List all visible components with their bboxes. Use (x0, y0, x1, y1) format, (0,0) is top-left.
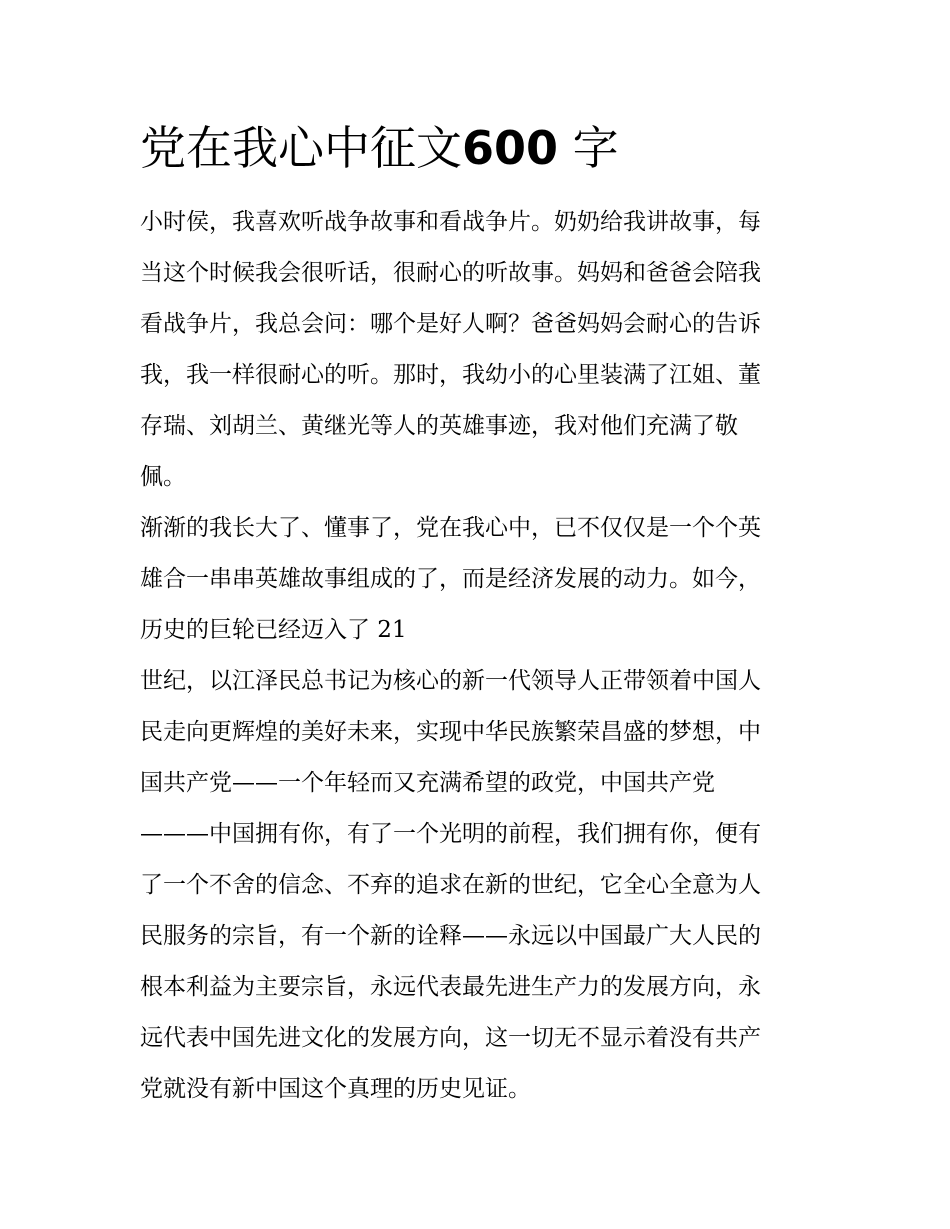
text-line: 看战争片，我总会问：哪个是好人啊？爸爸妈妈会耐心的告诉 (140, 311, 761, 337)
text-line: 远代表中国先进文化的发展方向，这一切无不显示着没有共产 (140, 1025, 761, 1051)
text-line: 渐渐的我长大了、懂事了，党在我心中，已不仅仅是一个个英 (140, 515, 761, 541)
text-line: 小时侯，我喜欢听战争故事和看战争片。奶奶给我讲故事，每 (140, 209, 761, 235)
text-line: 世纪，以江泽民总书记为核心的新一代领导人正带领着中国人 (140, 668, 761, 694)
text-line: 我，我一样很耐心的听。那时，我幼小的心里装满了江姐、董 (140, 362, 761, 388)
title-text: 党在我心中征文 (140, 121, 462, 175)
text-line: 民服务的宗旨，有一个新的诠释——永远以中国最广大人民的 (140, 923, 761, 949)
text-line: 历史的巨轮已经迈入了 21 (140, 617, 407, 643)
text-line: 当这个时候我会很听话，很耐心的听故事。妈妈和爸爸会陪我 (140, 260, 761, 286)
text-line: 国共产党——一个年轻而又充满希望的政党，中国共产党 (140, 770, 715, 796)
title-suffix: 字 (572, 121, 619, 175)
text-line: 雄合一串串英雄故事组成的了，而是经济发展的动力。如今， (140, 566, 761, 592)
title-number: 600 (462, 121, 559, 175)
text-line: 佩。 (140, 464, 186, 490)
text-line: 存瑞、刘胡兰、黄继光等人的英雄事迹，我对他们充满了敬 (140, 413, 738, 439)
page-title (140, 118, 619, 178)
text-line: ———中国拥有你，有了一个光明的前程，我们拥有你，便有 (140, 821, 761, 847)
text-line: 了一个不舍的信念、不弃的追求在新的世纪，它全心全意为人 (140, 872, 761, 898)
text-line: 根本利益为主要宗旨，永远代表最先进生产力的发展方向，永 (140, 974, 761, 1000)
text-line: 民走向更辉煌的美好未来，实现中华民族繁荣昌盛的梦想，中 (140, 719, 761, 745)
text-line: 党就没有新中国这个真理的历史见证。 (140, 1076, 531, 1102)
